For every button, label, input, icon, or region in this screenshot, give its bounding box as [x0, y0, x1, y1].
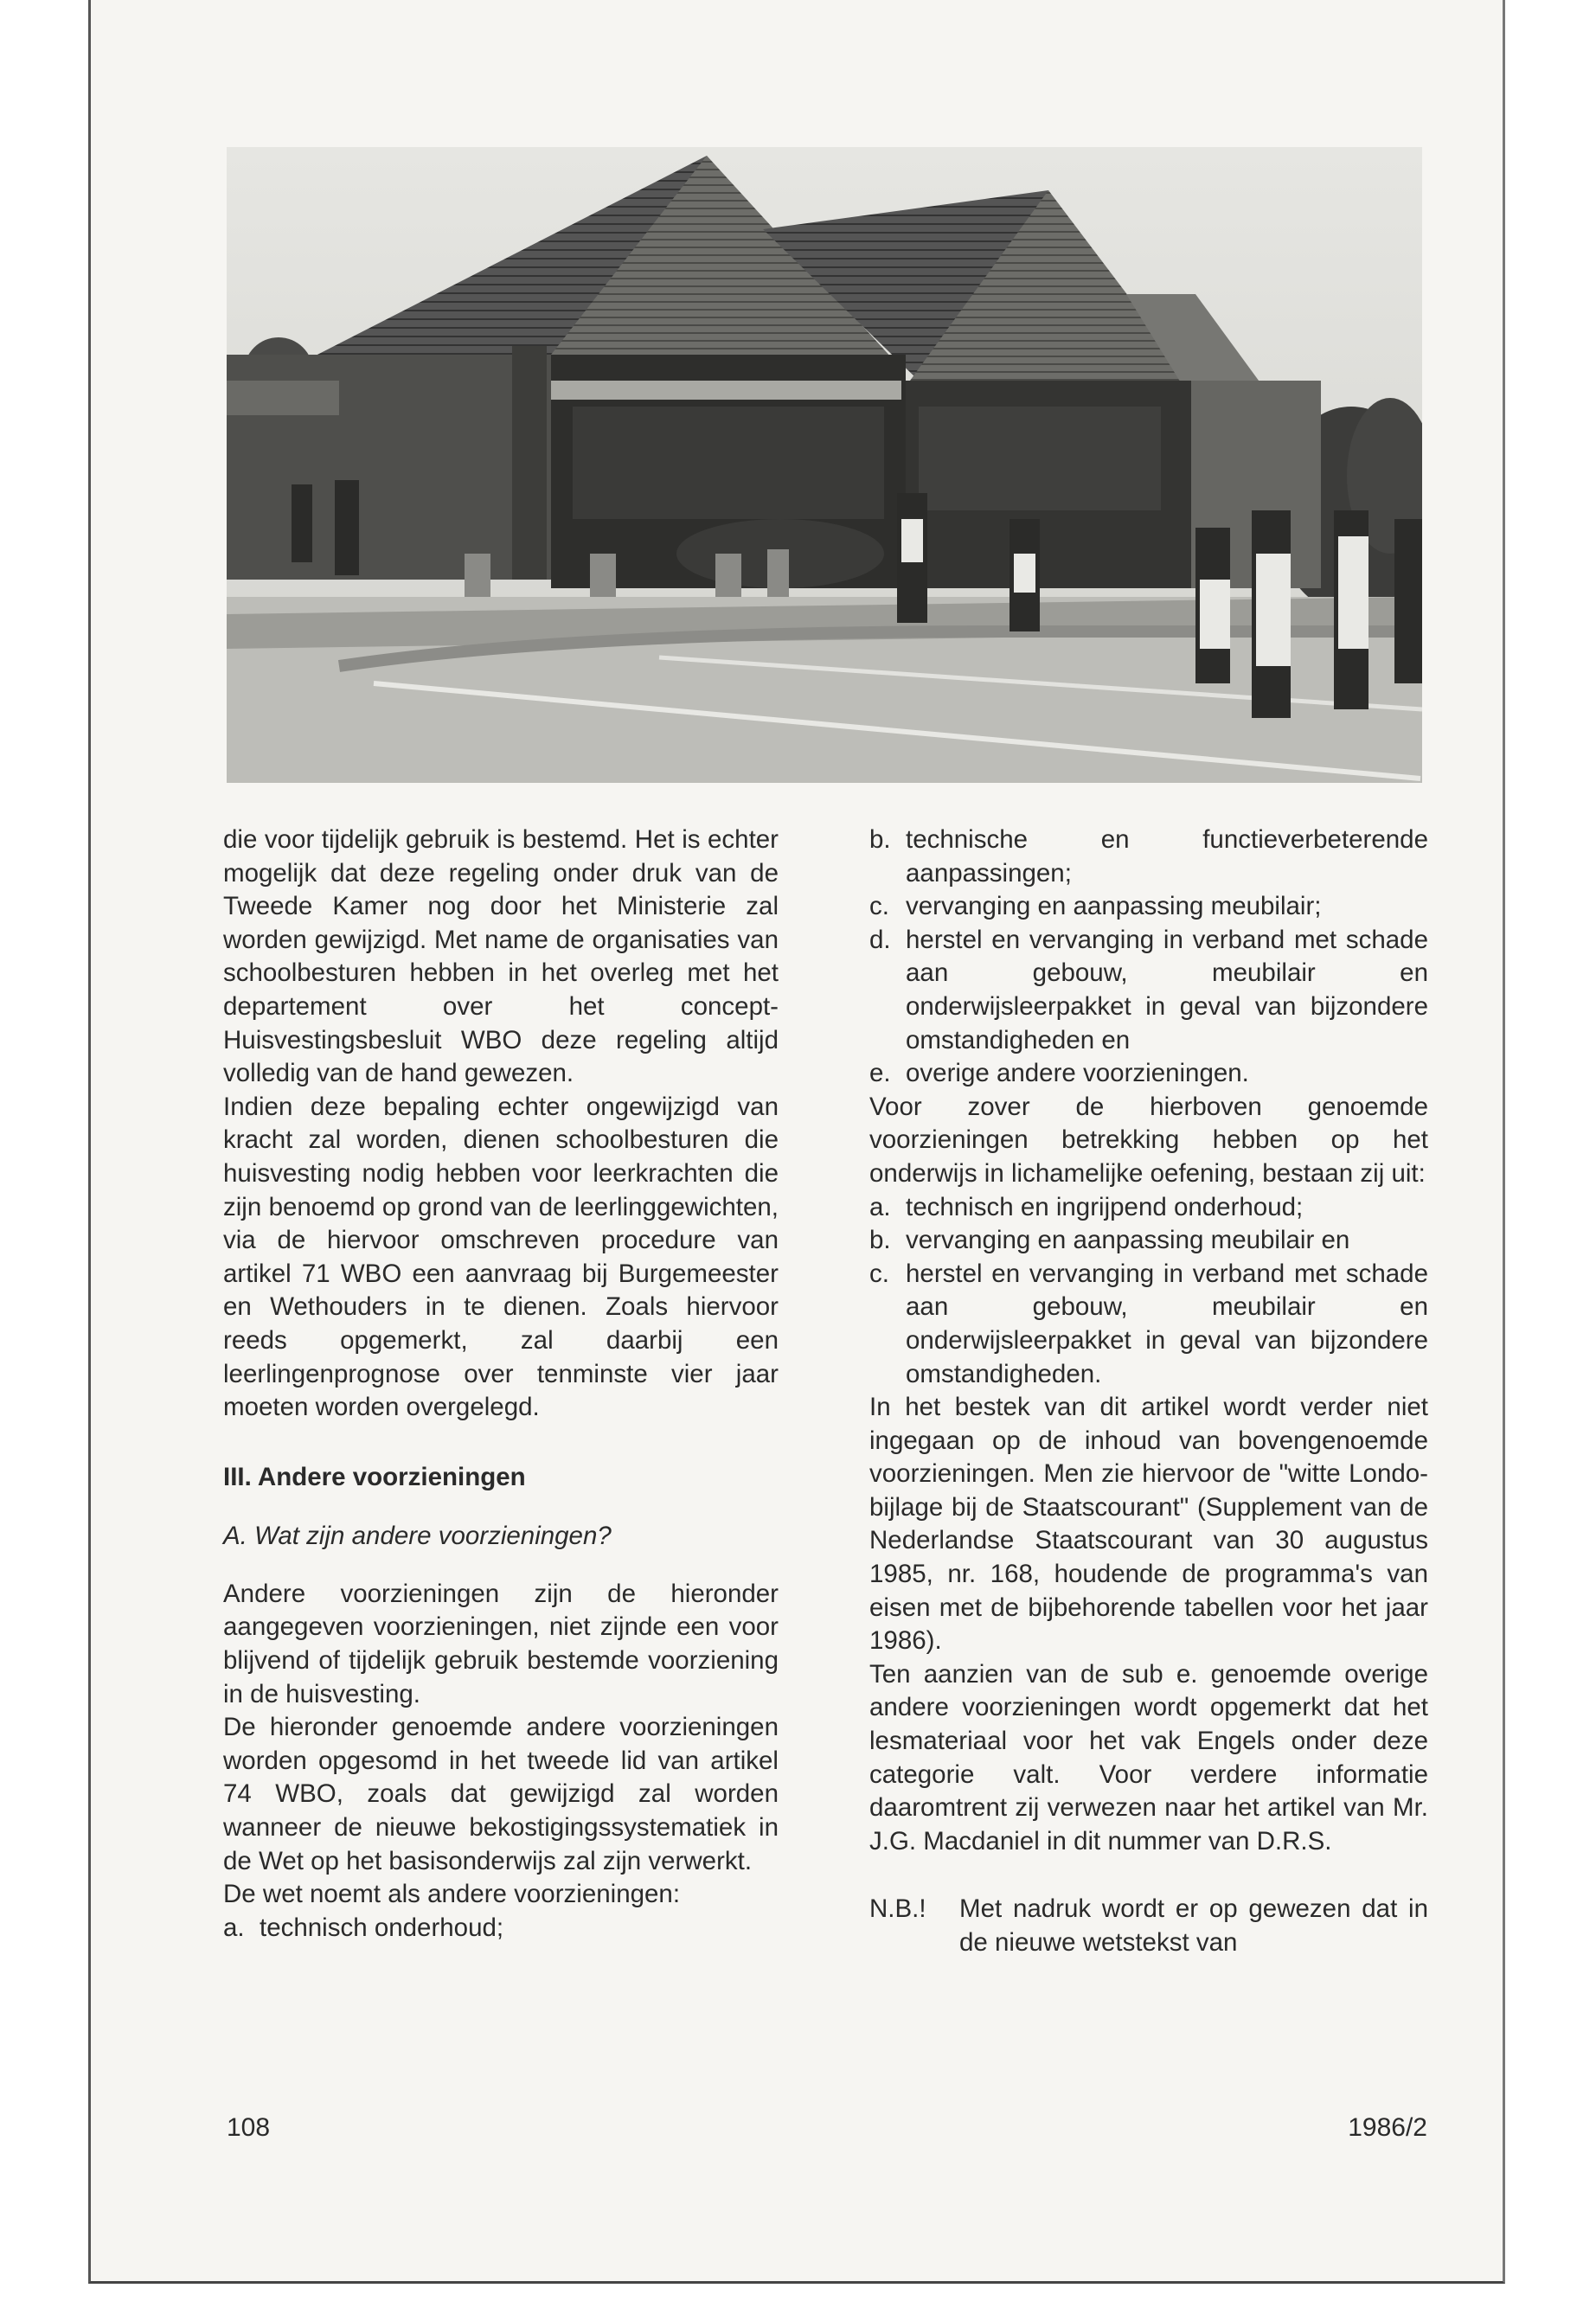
issue-number: 1986/2 — [1348, 2113, 1427, 2142]
list-text: herstel en vervanging in verband met schade aan gebouw, meubilair en onderwijsleerpakket in geval van bijzondere omstandigheden en — [906, 925, 1428, 1054]
list-item — [869, 1057, 1428, 1091]
list-item — [869, 890, 1428, 924]
list-marker: c. — [869, 1259, 889, 1288]
list-text: vervanging en aanpassing meubilair en — [906, 1226, 1350, 1255]
list-item — [223, 1912, 779, 1945]
nb-marker: N.B.! — [869, 1894, 926, 1924]
list-text: technische en functieverbeterende aanpassingen; — [906, 825, 1428, 888]
nb-note — [869, 1893, 1428, 1959]
list-marker: a. — [223, 1913, 245, 1942]
list-text: vervanging en aanpassing meubilair; — [906, 892, 1322, 921]
right-paragraph-2: In het bestek van dit artikel wordt verder niet ingegaan op de inhoud van bovengenoemde voorzieningen. Men zie hiervoor de "witte Londo-bijlage bij de Staatscourant" (Supplement van de Nederlandse Staatscourant van 30 augustus 1985, nr. 168, houdende de programma's van eisen met de bijbehorende tabellen voor het jaar 1986). — [869, 1393, 1428, 1656]
list-marker: b. — [869, 1226, 891, 1255]
list-item — [869, 824, 1428, 890]
left-paragraph-5: De wet noemt als andere voorzieningen: — [223, 1880, 681, 1909]
list-item — [869, 924, 1428, 1057]
page-number: 108 — [227, 2113, 271, 2142]
list-marker: d. — [869, 925, 891, 954]
list-text: technisch en ingrijpend onderhoud; — [906, 1192, 1304, 1221]
list-text: herstel en vervanging in verband met schade aan gebouw, meubilair en onderwijsleerpakket in geval van bijzondere omstandigheden. — [906, 1259, 1428, 1388]
list-item — [869, 1258, 1428, 1391]
left-column — [223, 824, 779, 1945]
list-item — [869, 1224, 1428, 1258]
list-text: technisch onderhoud; — [260, 1913, 504, 1942]
right-paragraph-1: Voor zover de hierboven genoemde voorzieningen betrekking hebben op het onderwijs in lichamelijke oefening, bestaan zij uit: — [869, 1092, 1428, 1188]
nb-text: Met nadruk wordt er op gewezen dat in de nieuwe wetstekst van — [959, 1894, 1428, 1957]
list-marker: c. — [869, 892, 889, 921]
school-building-photo — [227, 147, 1422, 783]
list-marker: b. — [869, 825, 891, 854]
left-paragraph-3: Andere voorzieningen zijn de hieronder aangegeven voorzieningen, niet zijnde een voor blijvend of tijdelijk gebruik bestemde voorziening in de huisvesting. — [223, 1579, 779, 1708]
left-paragraph-4: De hieronder genoemde andere voorzieningen worden opgesomd in het tweede lid van artikel 74 WBO, zoals dat gewijzigd zal worden wanneer de nieuwe bekostigingssystematiek in de Wet op het basisonderwijs zal zijn verwerkt. — [223, 1713, 779, 1875]
list-item — [869, 1191, 1428, 1225]
left-paragraph-1: die voor tijdelijk gebruik is bestemd. Het is echter mogelijk dat deze regeling onder druk van de Tweede Kamer nog door het Ministerie zal worden gewijzigd. Met name de organisaties van schoolbesturen hebben in het overleg met het departement over het concept-Huisvestingsbesluit WBO deze regeling altijd volledig van de hand gewezen. — [223, 825, 779, 1088]
section-subheading: A. Wat zijn andere voorzieningen? — [223, 1522, 612, 1551]
list-text: overige andere voorzieningen. — [906, 1059, 1249, 1088]
list-marker: a. — [869, 1192, 891, 1221]
list-marker: e. — [869, 1059, 891, 1088]
section-heading: III. Andere voorzieningen — [223, 1462, 526, 1491]
right-column — [869, 824, 1428, 1960]
school-building-photo-icon — [227, 147, 1422, 783]
right-paragraph-3: Ten aanzien van de sub e. genoemde overige andere voorzieningen wordt opgemerkt dat het lesmateriaal voor het vak Engels onder deze categorie valt. Voor verdere informatie daaromtrent zij verwezen naar het artikel van Mr. J.G. Macdaniel in dit nummer van D.R.S. — [869, 1659, 1428, 1856]
left-paragraph-2: Indien deze bepaling echter ongewijzigd van kracht zal worden, dienen schoolbesturen die huisvesting nodig hebben voor leerkrachten die zijn benoemd op grond van de leerlinggewichten, via de hiervoor omschreven procedure van artikel 71 WBO een aanvraag bij Burgemeester en Wethouders in te dienen. Zoals hiervoor reeds opgemerkt, zal daarbij een leerlingenprognose over tenminste vier jaar moeten worden overgelegd. — [223, 1092, 779, 1422]
